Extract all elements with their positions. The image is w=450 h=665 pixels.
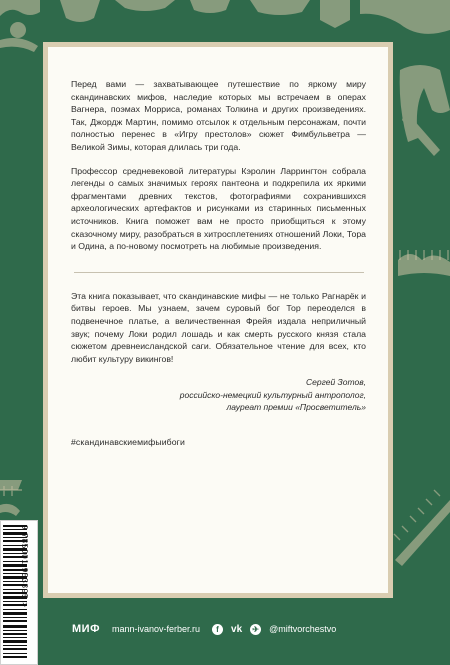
facebook-icon[interactable]: f <box>212 624 223 635</box>
hashtag: #скандинавскиемифыибоги <box>71 436 185 447</box>
telegram-icon[interactable]: ✈ <box>250 624 261 635</box>
intro-paragraph-2: Профессор средневековой литературы Кэролин Ларрингтон собрала легенды о самых значимых героях пантеона и подкрепила их яркими фрагментами древних текстов, фотографиями сохранившихся археологических артефактов и рисунками из старинных письменных источников. Книга поможет вам не просто приобщиться к этому сказочному миру, разобраться в хитросплетениях отношений Локи, Тора и Одина, а по-новому посмотреть на любимые произведения. <box>71 165 366 252</box>
publisher-logo: МИФ <box>72 623 100 635</box>
publisher-website[interactable]: mann-ivanov-ferber.ru <box>111 624 201 634</box>
panel-content <box>48 47 388 593</box>
vk-icon[interactable]: vk <box>231 623 243 635</box>
barcode <box>0 520 38 665</box>
back-cover-text-panel <box>43 42 393 598</box>
quote-attribution <box>71 376 366 413</box>
quote-role-1: российско-немецкий культурный антрополог, <box>179 389 366 400</box>
divider <box>74 272 364 273</box>
social-handle[interactable]: @miftvorchestvo <box>269 624 337 634</box>
barcode-number: 9 785001 953395 > <box>20 525 29 608</box>
quote-author: Сергей Зотов, <box>306 377 366 388</box>
quote-role-2: лауреат премии «Просветитель» <box>226 402 366 413</box>
publisher-footer <box>72 621 412 637</box>
intro-paragraph-1: Перед вами — захватывающее путешествие по яркому миру скандинавских мифов, наследие которых мы встречаем в операх Вагнера, поэмах Морриса, романах Толкина и других произведениях. Так, Джордж Мартин, помимо отсылок к отдельным персонажам, почти полностью перенес в «Игру престолов» сюжет Фимбульветра — Великой Зимы, которая длилась три года. <box>71 79 366 152</box>
quote-text: Эта книга показывает, что скандинавские мифы — не только Рагнарёк и битвы героев. Мы узнаем, зачем суровый бог Тор переоделся в подвенечное платье, а величественная Фрейя издала неприличный звук; почему Локи родил лошадь и как смерть русского князя стала сюжетом древнеисландской саги. Обязательное чтение для всех, кто любит культуру викингов! <box>71 290 366 364</box>
